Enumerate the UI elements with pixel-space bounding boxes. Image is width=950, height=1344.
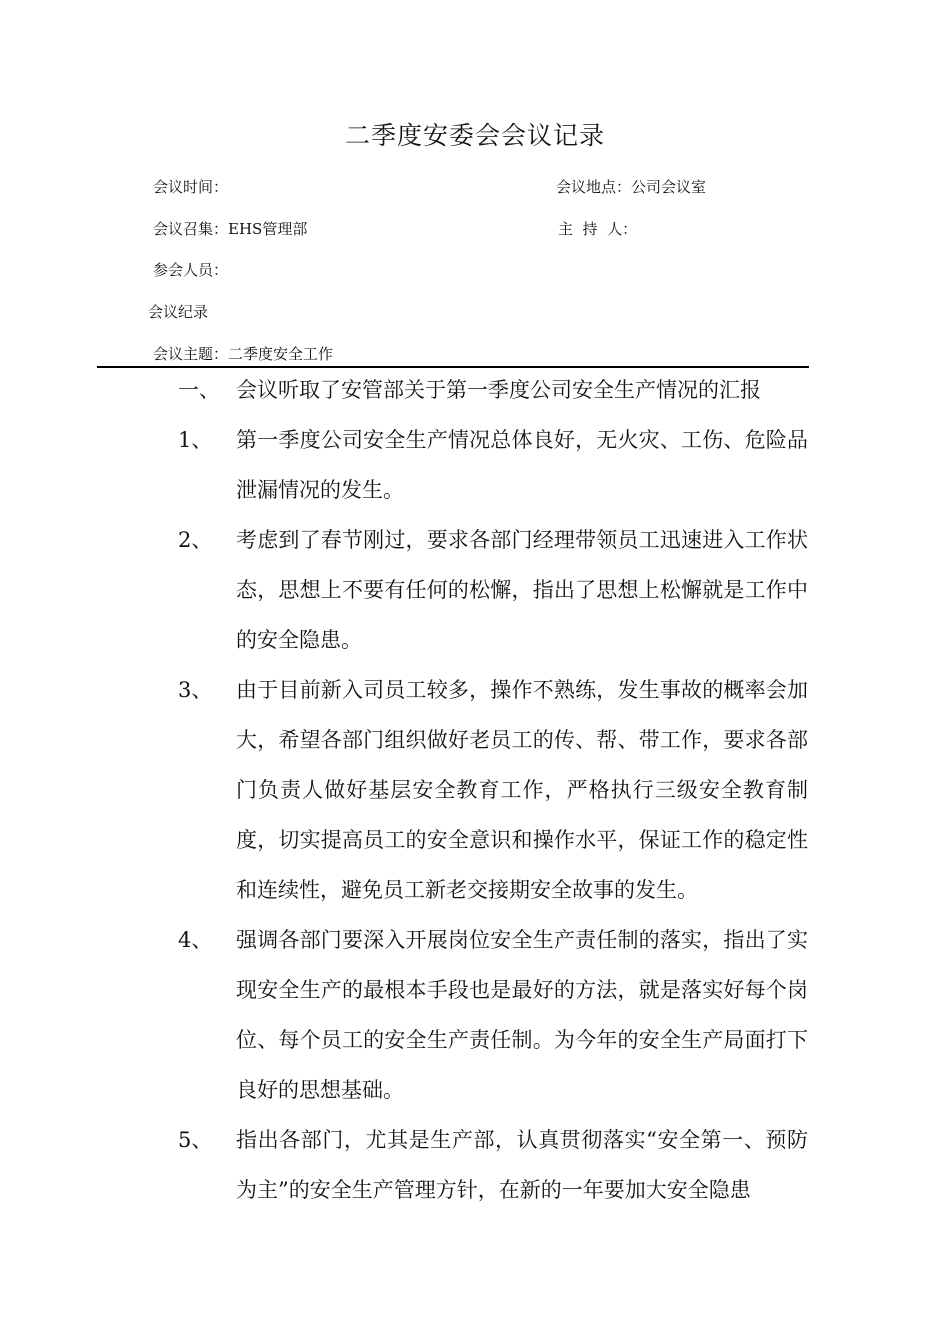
topic: [153, 343, 333, 364]
convener-value: EHS管理部: [228, 220, 308, 238]
list-item-marker: 1、: [178, 428, 213, 452]
list-item-marker: 5、: [178, 1128, 213, 1152]
list-item-marker: 4、: [178, 928, 213, 952]
list-item-text: 第一季度公司安全生产情况总体良好，无火灾、工伤、危险品泄漏情况的发生。: [236, 428, 808, 502]
list-item-text: 由于目前新入司员工较多，操作不熟练，发生事故的概率会加大，希望各部门组织做好老员工的传、帮、带工作，要求各部门负责人做好基层安全教育工作，严格执行三级安全教育制度，切实提高员工的安全意识和操作水平，保证工作的稳定性和连续性，避免员工新老交接期安全故事的发生。: [236, 678, 808, 902]
meeting-time-label: 会议时间：: [153, 178, 229, 196]
list-item-marker: 2、: [178, 528, 213, 552]
convener: [153, 218, 307, 239]
meeting-place-label: 会议地点：: [556, 178, 632, 196]
page-title: 二季度安委会会议记录: [344, 121, 605, 150]
meeting-place: [556, 176, 706, 197]
meeting-place-value: 公司会议室: [631, 178, 707, 196]
host-label: 主 持 人：: [558, 220, 638, 238]
topic-value: 二季度安全工作: [228, 345, 334, 363]
list-item-text: 指出各部门，尤其是生产部，认真贯彻落实“安全第一、预防为主”的安全生产管理方针，在新的一年要加大安全隐患: [236, 1128, 808, 1202]
list-item-text: 会议听取了安管部关于第一季度公司安全生产情况的汇报: [236, 378, 761, 402]
list-item-marker: 一、: [178, 378, 220, 402]
convener-label: 会议召集：: [153, 220, 229, 238]
minutes-label: 会议纪录: [148, 303, 209, 321]
list-item-text: 强调各部门要深入开展岗位安全生产责任制的落实，指出了实现安全生产的最根本手段也是最好的方法，就是落实好每个岗位、每个员工的安全生产责任制。为今年的安全生产局面打下良好的思想基础。: [236, 928, 808, 1102]
topic-label: 会议主题：: [153, 345, 229, 363]
list-item-text: 考虑到了春节刚过，要求各部门经理带领员工迅速进入工作状态，思想上不要有任何的松懈，指出了思想上松懈就是工作中的安全隐患。: [236, 528, 808, 652]
list-item-marker: 3、: [178, 678, 213, 702]
attendees-label: 参会人员：: [153, 261, 229, 279]
